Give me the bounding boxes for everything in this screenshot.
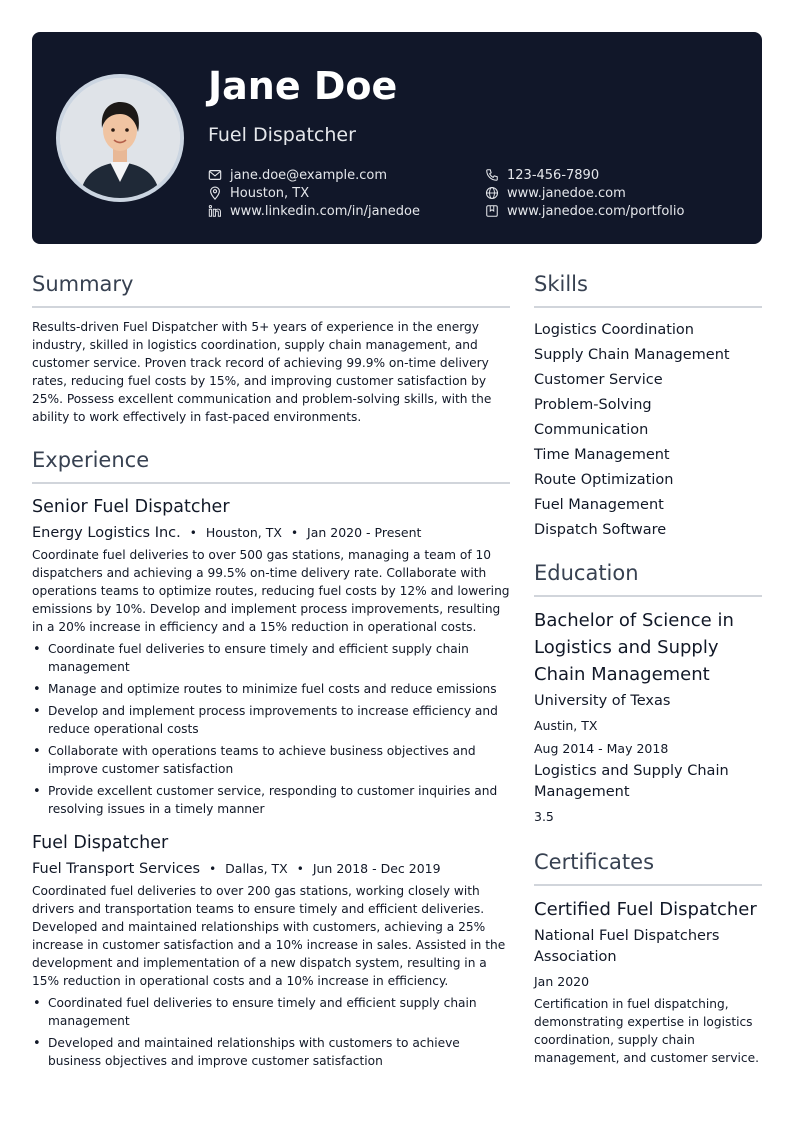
job-dates: Jun 2018 - Dec 2019 [312,861,441,876]
list-item: • Collaborate with operations teams to achieve business objectives and improve customer satisfaction [32,742,510,778]
job-bullets [32,994,510,1070]
education-location: Austin, TX [534,718,598,733]
education-school: University of Texas [534,693,671,709]
job-company: Energy Logistics Inc. [32,525,181,541]
job-location: Houston, TX [205,525,282,540]
mail-icon [208,168,222,182]
summary-heading: Summary [32,268,510,308]
avatar [56,74,184,202]
job-description: Coordinate fuel deliveries to over 500 gas stations, managing a team of 10 dispatchers and achieving a 99.5% on-time delivery rate. Collaborate with operations teams to optimize routes, reducing fuel costs by 12% and lowering emissions by 10%. Develop and implement process improvements, resulting in a 20% increase in efficiency and a 15% reduction in operational costs. [32,548,510,634]
job-bullets [32,640,510,818]
separator-dot: • [209,862,217,876]
skill-item: Supply Chain Management [534,347,730,363]
resume-header [32,32,762,244]
education-field: Logistics and Supply Chain Management [534,763,729,800]
certificate-description: Certification in fuel dispatching, demonstrating expertise in logistics coordination, supply chain management, and customer service. [534,997,759,1065]
education-section [534,557,762,826]
contact-website[interactable] [485,184,748,202]
certificates-heading: Certificates [534,846,762,886]
job-title: Fuel Dispatcher [32,833,169,853]
skills-list [534,318,762,543]
side-column [534,268,762,1067]
skill-item: Route Optimization [534,472,674,488]
skills-heading: Skills [534,268,762,308]
contact-phone[interactable] [485,166,748,184]
contact-linkedin-text: www.linkedin.com/in/janedoe [230,203,420,219]
skills-section [534,268,762,543]
candidate-role: Fuel Dispatcher [208,124,356,146]
job-description: Coordinated fuel deliveries to over 200 gas stations, working closely with drivers and transportation teams to ensure timely and efficient deliveries. Developed and maintained relationships with customers, achieving a 25% increase in customer satisfaction and a 10% increase in sales. Assisted in the development and implementation of a new dispatch system, resulting in a 15% reduction in operational costs and a 10% increase in efficiency. [32,884,506,988]
list-item: • Coordinate fuel deliveries to ensure timely and efficient supply chain management [32,640,510,676]
certificates-section [534,846,762,1067]
job-meta [32,858,510,880]
globe-icon [485,186,499,200]
job-dates: Jan 2020 - Present [307,525,422,540]
education-dates: Aug 2014 - May 2018 [534,741,669,756]
education-heading: Education [534,557,762,597]
skill-item: Logistics Coordination [534,322,694,338]
list-item: • Developed and maintained relationships with customers to achieve business objectives and improve customer satisfaction [32,1034,510,1070]
list-item: • Coordinated fuel deliveries to ensure timely and efficient supply chain management [32,994,510,1030]
contact-location [208,184,485,202]
main-column [32,268,510,1074]
skill-item: Time Management [534,447,670,463]
separator-dot: • [290,526,299,540]
job-entry [32,830,510,1070]
phone-icon [485,168,499,182]
separator-dot: • [189,526,197,540]
certificate-date: Jan 2020 [534,974,590,989]
education-gpa: 3.5 [534,809,554,824]
contact-portfolio-text: www.janedoe.com/portfolio [507,203,685,219]
skill-item: Communication [534,422,649,438]
job-entry [32,494,510,818]
skill-item: Fuel Management [534,497,664,513]
separator-dot: • [296,862,304,876]
experience-heading: Experience [32,444,510,484]
list-item: • Provide excellent customer service, responding to customer inquiries and resolving issues in a timely manner [32,782,510,818]
skill-item: Dispatch Software [534,522,667,538]
skill-item: Problem-Solving [534,397,652,413]
contact-website-text: www.janedoe.com [507,185,626,201]
contact-email[interactable] [208,166,485,184]
job-title: Senior Fuel Dispatcher [32,497,230,517]
contact-portfolio[interactable] [485,202,748,220]
list-item: • Manage and optimize routes to minimize fuel costs and reduce emissions [32,680,510,698]
certificate-issuer: National Fuel Dispatchers Association [534,928,720,965]
job-company: Fuel Transport Services [32,861,201,877]
experience-section [32,444,510,1070]
summary-section [32,268,510,426]
list-item: • Develop and implement process improvements to increase efficiency and reduce operational costs [32,702,510,738]
job-location: Dallas, TX [225,861,288,876]
linkedin-icon [208,204,222,218]
contact-location-text: Houston, TX [230,185,310,201]
contact-email-text: jane.doe@example.com [230,167,388,183]
certificate-name: Certified Fuel Dispatcher [534,899,757,920]
job-meta [32,522,510,544]
contact-list [208,166,748,220]
skill-item: Customer Service [534,372,663,388]
contact-phone-text: 123-456-7890 [507,167,600,183]
profile-photo-icon [60,78,180,198]
summary-text: Results-driven Fuel Dispatcher with 5+ years of experience in the energy industry, skilled in logistics coordination, supply chain management, and customer service. Proven track record of achieving 99.9% on-time delivery rates, reducing fuel costs by 15%, and improving customer satisfaction by 25%. Possess excellent communication and problem-solving skills, with the ability to work effectively in fast-paced environments. [32,320,492,424]
portfolio-icon [485,204,499,218]
education-degree: Bachelor of Science in Logistics and Supply Chain Management [534,610,734,685]
location-icon [208,186,222,200]
contact-linkedin[interactable] [208,202,485,220]
candidate-name: Jane Doe [208,64,398,108]
